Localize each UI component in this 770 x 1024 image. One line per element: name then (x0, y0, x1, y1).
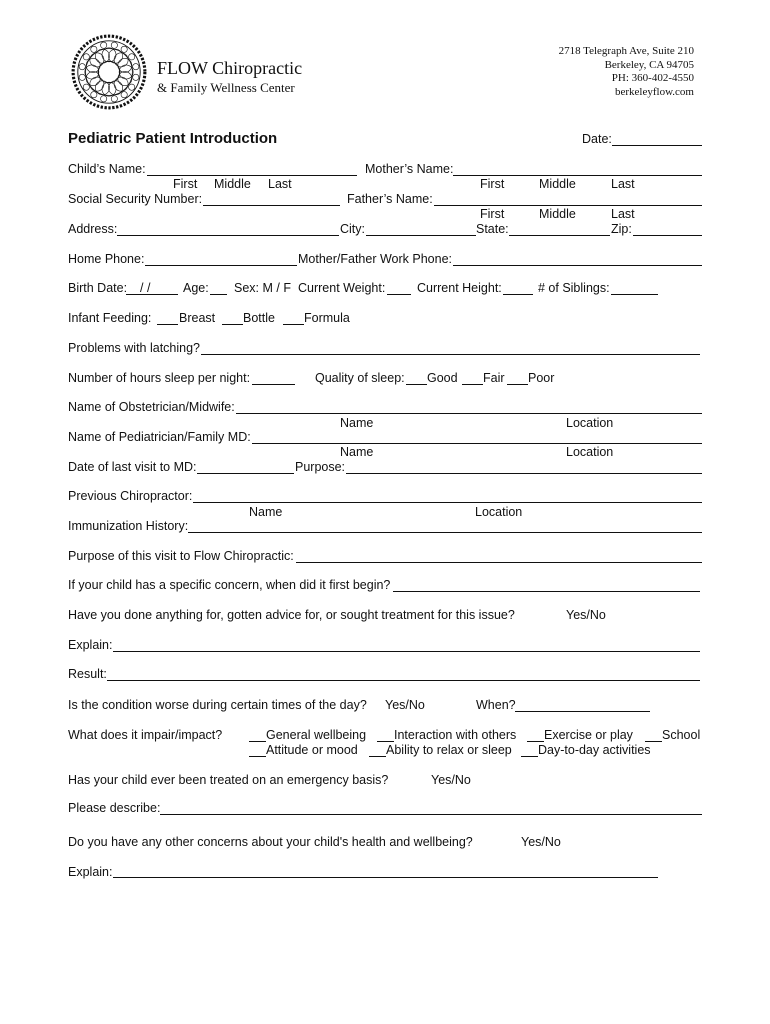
childs-name-field[interactable] (147, 175, 357, 176)
zip-label: Zip: (611, 222, 632, 236)
when-label: When? (476, 698, 516, 712)
weight-field[interactable] (387, 294, 411, 295)
sleep-hours-label: Number of hours sleep per night: (68, 371, 251, 385)
last-visit-field[interactable] (197, 473, 294, 474)
sleep-quality-label: Quality of sleep: (315, 371, 405, 385)
mandala-logo-icon (70, 33, 148, 111)
result-label: Result: (68, 667, 107, 681)
obstetrician-name-caption: Name (340, 416, 374, 430)
relax-check[interactable] (369, 756, 386, 757)
zip-field[interactable] (633, 235, 702, 236)
mothers-name-label: Mother’s Name: (365, 162, 454, 176)
address-line-2: Berkeley, CA 94705 (604, 59, 694, 71)
visit-purpose-label: Purpose: (295, 460, 346, 474)
father-last-caption: Last (611, 207, 635, 221)
father-first-caption: First (480, 207, 505, 221)
visit-purpose-field[interactable] (346, 473, 702, 474)
attitude-check[interactable] (249, 756, 266, 757)
bottle-check[interactable] (222, 324, 243, 325)
result-field[interactable] (107, 680, 700, 681)
mothers-name-field[interactable] (453, 175, 702, 176)
website: berkeleyflow.com (614, 86, 694, 98)
infant-feeding-label: Infant Feeding: (68, 311, 152, 325)
worse-yes-no[interactable]: Yes/No (385, 698, 425, 712)
address-label: Address: (68, 222, 118, 236)
exercise-check[interactable] (527, 741, 544, 742)
fair-check[interactable] (462, 384, 483, 385)
describe-field[interactable] (160, 814, 702, 815)
immunization-field[interactable] (188, 532, 702, 533)
child-last-caption: Last (268, 177, 292, 191)
age-label: Age: (183, 281, 209, 295)
formula-label: Formula (304, 311, 350, 325)
concern-begin-label: If your child has a specific concern, when did it first begin? (68, 578, 391, 592)
form-title: Pediatric Patient Introduction (68, 130, 278, 147)
explain-field[interactable] (113, 651, 700, 652)
advice-question: Have you done anything for, gotten advice for, or sought treatment for this issue? (68, 608, 515, 622)
obstetrician-field[interactable] (236, 413, 702, 414)
visit-reason-field[interactable] (296, 562, 702, 563)
obstetrician-location-caption: Location (566, 416, 614, 430)
mother-last-caption: Last (611, 177, 635, 191)
immunization-label: Immunization History: (68, 519, 189, 533)
pediatrician-field[interactable] (252, 443, 702, 444)
ssn-field[interactable] (203, 205, 340, 206)
childs-name-label: Child’s Name: (68, 162, 146, 176)
impair-question: What does it impair/impact? (68, 728, 223, 742)
ssn-label: Social Security Number: (68, 192, 203, 206)
latching-label: Problems with latching? (68, 341, 201, 355)
state-field[interactable] (509, 235, 610, 236)
birth-date-field[interactable] (126, 294, 178, 295)
other-concerns-question: Do you have any other concerns about your child's health and wellbeing? (68, 835, 473, 849)
visit-reason-label: Purpose of this visit to Flow Chiropractic: (68, 549, 294, 563)
concern-begin-field[interactable] (393, 591, 700, 592)
emergency-question: Has your child ever been treated on an emergency basis? (68, 773, 389, 787)
sleep-hours-field[interactable] (252, 384, 295, 385)
prev-chiro-label: Previous Chiropractor: (68, 489, 193, 503)
final-explain-label: Explain: (68, 865, 113, 879)
siblings-label: # of Siblings: (538, 281, 610, 295)
poor-check[interactable] (507, 384, 528, 385)
poor-label: Poor (528, 371, 555, 385)
sex-label: Sex: M / F (234, 281, 291, 295)
birth-date-slashes: / / (140, 281, 151, 295)
last-visit-label: Date of last visit to MD: (68, 460, 197, 474)
pediatrician-name-caption: Name (340, 445, 374, 459)
father-middle-caption: Middle (539, 207, 576, 221)
other-concerns-yes-no[interactable]: Yes/No (521, 835, 561, 849)
general-wellbeing-check[interactable] (249, 741, 266, 742)
advice-yes-no[interactable]: Yes/No (566, 608, 606, 622)
day-to-day-check[interactable] (521, 756, 538, 757)
when-field[interactable] (515, 711, 650, 712)
phone-number: PH: 360-402-4550 (611, 72, 694, 84)
latching-field[interactable] (201, 354, 700, 355)
prev-chiro-field[interactable] (193, 502, 702, 503)
good-check[interactable] (406, 384, 427, 385)
pediatrician-label: Name of Pediatrician/Family MD: (68, 430, 251, 444)
obstetrician-label: Name of Obstetrician/Midwife: (68, 400, 235, 414)
city-label: City: (340, 222, 365, 236)
good-label: Good (427, 371, 458, 385)
home-phone-field[interactable] (145, 265, 297, 266)
attitude-label: Attitude or mood (266, 743, 358, 757)
date-field[interactable] (612, 145, 702, 146)
state-label: State: (476, 222, 509, 236)
formula-check[interactable] (283, 324, 304, 325)
city-field[interactable] (366, 235, 476, 236)
fathers-name-label: Father’s Name: (347, 192, 433, 206)
day-to-day-label: Day-to-day activities (538, 743, 651, 757)
child-first-caption: First (173, 177, 198, 191)
birth-date-label: Birth Date: (68, 281, 128, 295)
home-phone-label: Home Phone: (68, 252, 145, 266)
fair-label: Fair (483, 371, 505, 385)
interaction-check[interactable] (377, 741, 394, 742)
emergency-yes-no[interactable]: Yes/No (431, 773, 471, 787)
mother-middle-caption: Middle (539, 177, 576, 191)
relax-label: Ability to relax or sleep (386, 743, 512, 757)
worse-question: Is the condition worse during certain times of the day? (68, 698, 367, 712)
mother-first-caption: First (480, 177, 505, 191)
siblings-field[interactable] (611, 294, 658, 295)
explain-label: Explain: (68, 638, 113, 652)
prev-chiro-name-caption: Name (249, 505, 283, 519)
breast-check[interactable] (157, 324, 178, 325)
weight-label: Current Weight: (298, 281, 386, 295)
height-field[interactable] (503, 294, 533, 295)
breast-label: Breast (179, 311, 216, 325)
age-field[interactable] (210, 294, 227, 295)
practice-subtitle: & Family Wellness Center (157, 80, 295, 95)
interaction-label: Interaction with others (394, 728, 517, 742)
practice-name: FLOW Chiropractic (157, 58, 303, 78)
exercise-label: Exercise or play (544, 728, 633, 742)
work-phone-field[interactable] (453, 265, 702, 266)
prev-chiro-location-caption: Location (475, 505, 523, 519)
school-check[interactable] (645, 741, 662, 742)
height-label: Current Height: (417, 281, 502, 295)
address-line-1: 2718 Telegraph Ave, Suite 210 (558, 45, 694, 57)
school-label: School (662, 728, 701, 742)
date-label: Date: (582, 132, 612, 146)
address-field[interactable] (117, 235, 339, 236)
describe-label: Please describe: (68, 801, 161, 815)
work-phone-label: Mother/Father Work Phone: (298, 252, 453, 266)
bottle-label: Bottle (243, 311, 275, 325)
final-explain-field[interactable] (113, 877, 658, 878)
fathers-name-field[interactable] (434, 205, 702, 206)
child-middle-caption: Middle (214, 177, 251, 191)
general-wellbeing-label: General wellbeing (266, 728, 367, 742)
pediatrician-location-caption: Location (566, 445, 614, 459)
